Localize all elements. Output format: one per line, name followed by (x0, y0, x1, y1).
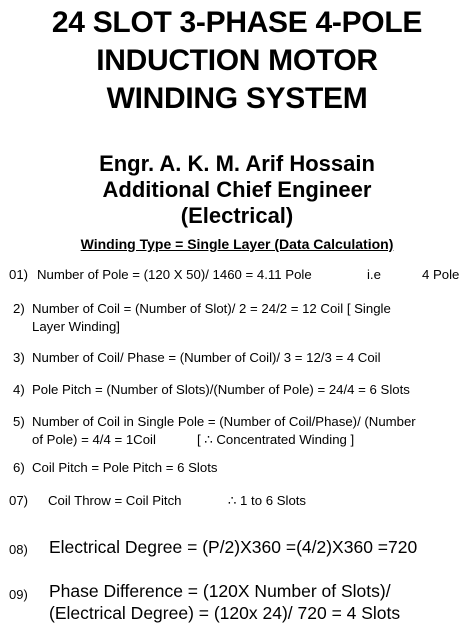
item-text-line-1: Phase Difference = (120X Number of Slots)/ (49, 581, 391, 601)
item-number: 2) (13, 301, 25, 316)
item-number: 08) (9, 542, 28, 557)
list-item-04 (0, 381, 474, 399)
list-item-08 (0, 536, 474, 558)
item-text-line-1: Number of Coil = (Number of Slot)/ 2 = 24/2 = 12 Coil [ Single (32, 301, 391, 316)
item-number: 01) (9, 267, 29, 282)
item-extra-ie: i.e (367, 267, 381, 282)
item-text-line-1: Number of Coil in Single Pole = (Number of Coil/Phase)/ (Number (32, 414, 416, 429)
list-item-05 (0, 413, 474, 449)
list-item-02 (0, 300, 474, 336)
item-number: 4) (13, 382, 25, 397)
list-item-06 (0, 459, 474, 477)
item-extra: ∴ 1 to 6 Slots (228, 493, 307, 508)
item-note: [ ∴ Concentrated Winding ] (197, 432, 355, 447)
list-item-03 (0, 349, 474, 367)
title-line-1: 24 SLOT 3-PHASE 4-POLE (51, 6, 423, 39)
title-line-3: WINDING SYSTEM (106, 82, 368, 115)
list-item-01 (0, 266, 474, 284)
item-number: 07) (9, 493, 29, 508)
item-number: 5) (13, 414, 25, 429)
list-item-09 (0, 580, 474, 624)
item-extra-result: 4 Pole (422, 267, 460, 282)
list-item-07 (0, 492, 474, 510)
item-text-line-2: (Electrical Degree) = (120x 24)/ 720 = 4 Slots (49, 603, 401, 623)
author-position: Additional Chief Engineer (102, 177, 372, 202)
item-text: Electrical Degree = (P/2)X360 =(4/2)X360 =720 (49, 537, 418, 557)
item-number: 3) (13, 350, 25, 365)
item-number: 6) (13, 460, 25, 475)
item-number: 09) (9, 587, 28, 602)
item-text-line-2: Layer Winding] (32, 319, 120, 334)
winding-type-heading: Winding Type = Single Layer (Data Calculation) (80, 236, 394, 252)
item-text: Coil Pitch = Pole Pitch = 6 Slots (32, 460, 218, 475)
item-text: Number of Pole = (120 X 50)/ 1460 = 4.11 Pole (37, 267, 312, 282)
item-text: Pole Pitch = (Number of Slots)/(Number of Pole) = 24/4 = 6 Slots (32, 382, 410, 397)
item-text: Number of Coil/ Phase = (Number of Coil)/ 3 = 12/3 = 4 Coil (32, 350, 381, 365)
item-text: Coil Throw = Coil Pitch (48, 493, 182, 508)
item-text-line-2: of Pole) = 4/4 = 1Coil (32, 432, 156, 447)
title-line-2: INDUCTION MOTOR (96, 44, 378, 77)
author-department: (Electrical) (180, 203, 294, 228)
author-name: Engr. A. K. M. Arif Hossain (99, 151, 375, 176)
